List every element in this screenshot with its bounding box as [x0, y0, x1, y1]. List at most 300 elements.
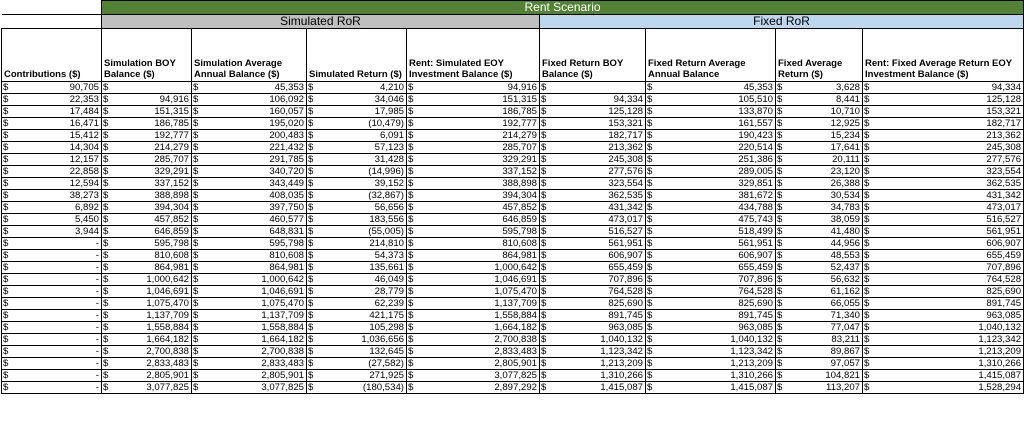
cell-value: 1,310,266	[978, 358, 1022, 369]
currency-symbol: $	[193, 298, 199, 309]
table-cell	[407, 382, 540, 394]
cell-value: 3,628	[835, 82, 860, 93]
cell-value: 213,362	[986, 130, 1022, 141]
table-cell	[540, 286, 646, 298]
table-cell	[102, 94, 192, 106]
table-row	[2, 82, 1024, 94]
currency-symbol: $	[3, 214, 9, 225]
table-cell	[407, 358, 540, 370]
currency-symbol: $	[408, 262, 414, 273]
cell-value: -	[95, 250, 99, 261]
currency-symbol: $	[864, 154, 870, 165]
table-row	[2, 130, 1024, 142]
rent-scenario-table	[1, 0, 1024, 394]
table-cell	[863, 334, 1024, 346]
table-row	[2, 118, 1024, 130]
table-cell	[307, 310, 407, 322]
currency-symbol: $	[308, 166, 314, 177]
currency-symbol: $	[647, 370, 653, 381]
cell-value: 291,785	[269, 154, 304, 165]
cell-value: 62,239	[374, 298, 404, 309]
currency-symbol: $	[541, 154, 547, 165]
cell-value: 595,798	[154, 238, 189, 249]
cell-value: 394,304	[154, 202, 189, 213]
cell-value: 17,641	[830, 142, 860, 153]
cell-value: 1,000,642	[261, 274, 304, 285]
table-cell	[863, 250, 1024, 262]
cell-value: 39,152	[374, 178, 404, 189]
table-row	[2, 286, 1024, 298]
currency-symbol: $	[103, 94, 109, 105]
table-cell	[646, 130, 776, 142]
cell-value: 764,528	[738, 286, 773, 297]
table-cell	[646, 142, 776, 154]
cell-value: -	[95, 346, 99, 357]
currency-symbol: $	[408, 82, 414, 93]
fixed-ror-header: Fixed RoR	[540, 15, 1024, 29]
currency-symbol: $	[864, 262, 870, 273]
table-cell	[407, 118, 540, 130]
cell-value: 125,128	[608, 106, 643, 117]
currency-symbol: $	[103, 106, 109, 117]
cell-value: 30,534	[830, 190, 860, 201]
table-cell	[192, 310, 307, 322]
currency-symbol: $	[408, 274, 414, 285]
currency-symbol: $	[647, 82, 653, 93]
cell-value: 864,981	[154, 262, 189, 273]
cell-value: 14,304	[69, 142, 99, 153]
cell-value: 707,896	[738, 274, 773, 285]
cell-value: 473,017	[986, 202, 1022, 213]
cell-value: 1,040,132	[978, 322, 1022, 333]
table-cell	[540, 94, 646, 106]
cell-value: 94,916	[507, 82, 537, 93]
cell-value: 277,576	[986, 154, 1022, 165]
cell-value: 4,210	[379, 82, 404, 93]
cell-value: 57,123	[374, 142, 404, 153]
currency-symbol: $	[777, 322, 783, 333]
currency-symbol: $	[408, 238, 414, 249]
cell-value: 434,788	[738, 202, 773, 213]
cell-value: 340,720	[269, 166, 304, 177]
cell-value: 655,459	[986, 250, 1022, 261]
table-cell	[307, 166, 407, 178]
table-cell	[307, 274, 407, 286]
currency-symbol: $	[3, 238, 9, 249]
cell-value: 329,851	[738, 178, 773, 189]
currency-symbol: $	[308, 142, 314, 153]
currency-symbol: $	[777, 382, 783, 393]
currency-symbol: $	[3, 166, 9, 177]
cell-value: 23,120	[830, 166, 860, 177]
cell-value: 518,499	[738, 226, 773, 237]
table-row	[2, 322, 1024, 334]
currency-symbol: $	[3, 94, 9, 105]
table-cell	[407, 322, 540, 334]
cell-value: 1,075,470	[146, 298, 189, 309]
table-cell	[540, 322, 646, 334]
cell-value: 113,207	[826, 382, 860, 393]
table-cell	[307, 286, 407, 298]
cell-value: 1,528,294	[978, 382, 1022, 393]
currency-symbol: $	[3, 106, 9, 117]
currency-symbol: $	[308, 190, 314, 201]
currency-symbol: $	[864, 274, 870, 285]
cell-value: 1,137,709	[494, 298, 537, 309]
currency-symbol: $	[3, 298, 9, 309]
cell-value: 343,449	[269, 178, 304, 189]
table-row	[2, 214, 1024, 226]
currency-symbol: $	[541, 118, 547, 129]
table-cell	[2, 82, 102, 94]
table-cell	[192, 166, 307, 178]
cell-value: 606,907	[986, 238, 1022, 249]
table-row	[2, 334, 1024, 346]
currency-symbol: $	[777, 118, 783, 129]
currency-symbol: $	[864, 106, 870, 117]
table-cell	[540, 142, 646, 154]
currency-symbol: $	[308, 130, 314, 141]
cell-value: 183,556	[369, 214, 404, 225]
table-cell	[102, 334, 192, 346]
cell-value: 213,362	[608, 142, 643, 153]
cell-value: 192,777	[154, 130, 189, 141]
cell-value: 94,334	[613, 94, 643, 105]
cell-value: 5,450	[74, 214, 99, 225]
table-cell	[2, 334, 102, 346]
currency-symbol: $	[193, 166, 199, 177]
currency-symbol: $	[864, 346, 870, 357]
cell-value: 153,321	[608, 118, 643, 129]
currency-symbol: $	[864, 310, 870, 321]
table-cell	[646, 190, 776, 202]
cell-value: 648,831	[269, 226, 304, 237]
currency-symbol: $	[3, 118, 9, 129]
cell-value: 220,514	[738, 142, 773, 153]
table-cell	[863, 190, 1024, 202]
column-header-sim-avg-annual-balance: Simulation Average Annual Balance ($)	[192, 29, 307, 82]
table-cell	[540, 250, 646, 262]
table-cell	[307, 130, 407, 142]
currency-symbol: $	[308, 274, 314, 285]
table-cell	[102, 310, 192, 322]
table-cell	[776, 274, 863, 286]
table-cell	[540, 214, 646, 226]
cell-value: 891,745	[738, 310, 773, 321]
cell-value: 200,483	[269, 130, 304, 141]
currency-symbol: $	[541, 226, 547, 237]
cell-value: 245,308	[608, 154, 643, 165]
currency-symbol: $	[864, 250, 870, 261]
cell-value: 388,898	[154, 190, 189, 201]
cell-value: 56,656	[374, 202, 404, 213]
scenario-title: Rent Scenario	[102, 1, 1024, 15]
cell-value: 3,077,825	[261, 382, 304, 393]
cell-value: 421,175	[369, 310, 404, 321]
currency-symbol: $	[193, 382, 199, 393]
currency-symbol: $	[647, 250, 653, 261]
cell-value: 561,951	[986, 226, 1022, 237]
cell-value: 595,798	[269, 238, 304, 249]
table-cell	[192, 322, 307, 334]
cell-value: 2,700,838	[146, 346, 189, 357]
table-cell	[192, 262, 307, 274]
table-cell	[776, 286, 863, 298]
cell-value: 891,745	[608, 310, 643, 321]
cell-value: -	[95, 358, 99, 369]
table-cell	[776, 82, 863, 94]
currency-symbol: $	[308, 214, 314, 225]
currency-symbol: $	[193, 118, 199, 129]
currency-symbol: $	[864, 322, 870, 333]
table-cell	[863, 202, 1024, 214]
currency-symbol: $	[541, 370, 547, 381]
currency-symbol: $	[408, 106, 414, 117]
cell-value: 460,577	[269, 214, 304, 225]
table-cell	[102, 118, 192, 130]
currency-symbol: $	[3, 358, 9, 369]
table-body	[2, 82, 1024, 394]
cell-value: 381,672	[738, 190, 773, 201]
table-cell	[776, 370, 863, 382]
cell-value: 1,415,087	[600, 382, 643, 393]
table-cell	[407, 226, 540, 238]
table-cell	[307, 178, 407, 190]
cell-value: 764,528	[608, 286, 643, 297]
currency-symbol: $	[864, 82, 870, 93]
table-cell	[863, 178, 1024, 190]
currency-symbol: $	[308, 154, 314, 165]
cell-value: 1,075,470	[494, 286, 537, 297]
column-header-contributions: Contributions ($)	[2, 29, 102, 82]
table-cell	[307, 334, 407, 346]
currency-symbol: $	[3, 250, 9, 261]
cell-value: 34,046	[374, 94, 404, 105]
currency-symbol: $	[308, 298, 314, 309]
currency-symbol: $	[541, 106, 547, 117]
cell-value: 16,471	[69, 118, 99, 129]
cell-value: 963,085	[986, 310, 1022, 321]
table-cell	[776, 142, 863, 154]
table-cell	[102, 82, 192, 94]
cell-value: 45,353	[274, 82, 304, 93]
column-header-row	[2, 29, 1024, 82]
table-cell	[307, 142, 407, 154]
cell-value: 94,916	[159, 94, 189, 105]
column-header-fixed-avg-return: Fixed Average Return ($)	[776, 29, 863, 82]
currency-symbol: $	[864, 118, 870, 129]
currency-symbol: $	[3, 382, 9, 393]
currency-symbol: $	[3, 286, 9, 297]
currency-symbol: $	[541, 142, 547, 153]
cell-value: 1,040,132	[730, 334, 773, 345]
table-cell	[2, 382, 102, 394]
cell-value: 12,925	[830, 118, 860, 129]
table-cell	[102, 370, 192, 382]
currency-symbol: $	[541, 250, 547, 261]
currency-symbol: $	[408, 334, 414, 345]
table-cell	[2, 94, 102, 106]
currency-symbol: $	[541, 358, 547, 369]
table-cell	[192, 106, 307, 118]
table-cell	[540, 178, 646, 190]
cell-value: 864,981	[502, 250, 537, 261]
currency-symbol: $	[3, 130, 9, 141]
table-cell	[540, 274, 646, 286]
currency-symbol: $	[193, 214, 199, 225]
table-row	[2, 370, 1024, 382]
cell-value: (10,479)	[368, 118, 404, 129]
table-row	[2, 238, 1024, 250]
cell-value: 431,342	[608, 202, 643, 213]
currency-symbol: $	[408, 310, 414, 321]
cell-value: 34,783	[830, 202, 860, 213]
table-cell	[776, 382, 863, 394]
currency-symbol: $	[3, 322, 9, 333]
currency-symbol: $	[308, 286, 314, 297]
currency-symbol: $	[647, 94, 653, 105]
table-row	[2, 250, 1024, 262]
currency-symbol: $	[541, 190, 547, 201]
table-cell	[2, 142, 102, 154]
table-cell	[102, 274, 192, 286]
cell-value: 1,046,691	[261, 286, 304, 297]
table-row	[2, 346, 1024, 358]
cell-value: 41,480	[830, 226, 860, 237]
currency-symbol: $	[777, 370, 783, 381]
cell-value: 2,700,838	[494, 334, 537, 345]
table-cell	[776, 190, 863, 202]
cell-value: 1,213,209	[600, 358, 643, 369]
cell-value: (180,534)	[362, 382, 404, 393]
currency-symbol: $	[864, 226, 870, 237]
cell-value: 3,077,825	[146, 382, 189, 393]
table-cell	[646, 154, 776, 166]
cell-value: 606,907	[738, 250, 773, 261]
table-cell	[102, 250, 192, 262]
cell-value: 20,111	[832, 154, 860, 165]
table-cell	[776, 322, 863, 334]
currency-symbol: $	[647, 214, 653, 225]
cell-value: 182,717	[608, 130, 643, 141]
currency-symbol: $	[647, 202, 653, 213]
table-cell	[407, 262, 540, 274]
cell-value: 125,128	[986, 94, 1022, 105]
currency-symbol: $	[308, 94, 314, 105]
table-cell	[102, 166, 192, 178]
cell-value: 362,535	[986, 178, 1022, 189]
cell-value: -	[95, 370, 99, 381]
cell-value: 394,304	[502, 190, 537, 201]
cell-value: (14,996)	[368, 166, 404, 177]
table-cell	[776, 298, 863, 310]
table-cell	[407, 82, 540, 94]
table-row	[2, 190, 1024, 202]
cell-value: 1,415,087	[978, 370, 1022, 381]
corner-cell-2	[2, 15, 102, 29]
table-cell	[863, 382, 1024, 394]
currency-symbol: $	[3, 262, 9, 273]
currency-symbol: $	[541, 238, 547, 249]
currency-symbol: $	[408, 154, 414, 165]
cell-value: 2,805,901	[494, 358, 537, 369]
table-cell	[540, 358, 646, 370]
table-cell	[407, 274, 540, 286]
currency-symbol: $	[541, 178, 547, 189]
currency-symbol: $	[864, 334, 870, 345]
cell-value: 44,956	[830, 238, 860, 249]
cell-value: 388,898	[502, 178, 537, 189]
table-row	[2, 274, 1024, 286]
currency-symbol: $	[777, 154, 783, 165]
cell-value: 606,907	[608, 250, 643, 261]
currency-symbol: $	[408, 286, 414, 297]
currency-symbol: $	[647, 298, 653, 309]
currency-symbol: $	[308, 106, 314, 117]
table-cell	[192, 94, 307, 106]
cell-value: 1,000,642	[146, 274, 189, 285]
table-cell	[2, 370, 102, 382]
table-cell	[307, 358, 407, 370]
currency-symbol: $	[864, 190, 870, 201]
table-cell	[540, 238, 646, 250]
currency-symbol: $	[193, 94, 199, 105]
currency-symbol: $	[193, 322, 199, 333]
cell-value: -	[95, 286, 99, 297]
cell-value: -	[95, 322, 99, 333]
cell-value: 362,535	[608, 190, 643, 201]
cell-value: 397,750	[269, 202, 304, 213]
currency-symbol: $	[193, 262, 199, 273]
table-cell	[2, 346, 102, 358]
currency-symbol: $	[541, 130, 547, 141]
currency-symbol: $	[3, 346, 9, 357]
table-row	[2, 226, 1024, 238]
currency-symbol: $	[541, 334, 547, 345]
table-cell	[102, 154, 192, 166]
table-cell	[646, 358, 776, 370]
currency-symbol: $	[103, 178, 109, 189]
table-cell	[192, 358, 307, 370]
cell-value: -	[95, 238, 99, 249]
table-cell	[540, 310, 646, 322]
table-cell	[407, 370, 540, 382]
table-cell	[2, 286, 102, 298]
currency-symbol: $	[777, 166, 783, 177]
currency-symbol: $	[103, 190, 109, 201]
table-row	[2, 178, 1024, 190]
currency-symbol: $	[408, 178, 414, 189]
cell-value: (27,582)	[368, 358, 404, 369]
table-cell	[407, 334, 540, 346]
table-cell	[776, 238, 863, 250]
currency-symbol: $	[864, 130, 870, 141]
currency-symbol: $	[647, 106, 653, 117]
currency-symbol: $	[777, 298, 783, 309]
table-cell	[646, 298, 776, 310]
currency-symbol: $	[3, 370, 9, 381]
currency-symbol: $	[864, 358, 870, 369]
currency-symbol: $	[193, 190, 199, 201]
table-cell	[646, 178, 776, 190]
currency-symbol: $	[647, 118, 653, 129]
cell-value: 66,055	[830, 298, 860, 309]
cell-value: 1,075,470	[261, 298, 304, 309]
currency-symbol: $	[193, 238, 199, 249]
cell-value: -	[95, 298, 99, 309]
table-cell	[646, 322, 776, 334]
cell-value: 963,085	[738, 322, 773, 333]
